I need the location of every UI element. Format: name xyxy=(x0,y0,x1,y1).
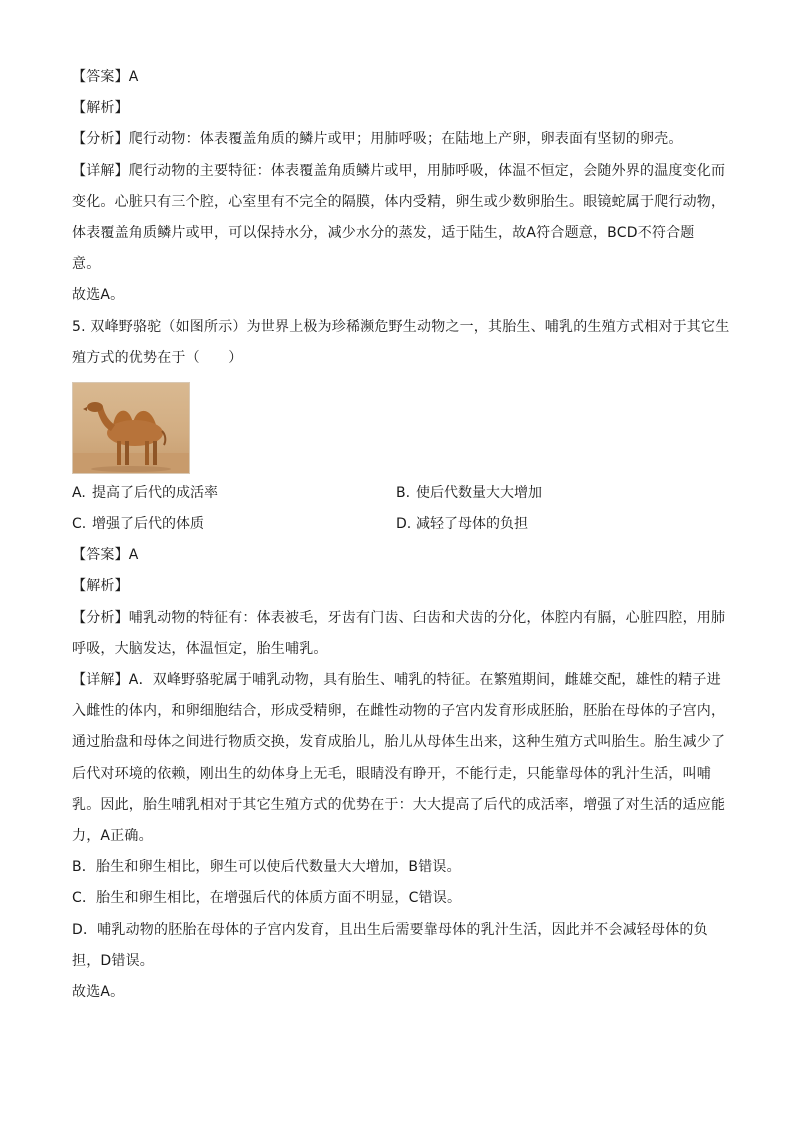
option-d[interactable] xyxy=(396,509,528,540)
detail-line-2-4: 乳。因此，胎生哺乳相对于其它生殖方式的优势在于：大大提高了后代的成活率，增强了对生活的适应能 xyxy=(72,796,726,813)
answer-label-1: 【答案】A xyxy=(72,69,139,85)
detail-line-1-3: 意。 xyxy=(72,256,101,273)
detail-line-2-7: C．胎生和卵生相比，在增强后代的体质方面不明显，C错误。 xyxy=(72,890,462,907)
analysis-label-2: 【解析】 xyxy=(72,578,129,595)
question-stem-line-0: 5. 双峰野骆驼（如图所示）为世界上极为珍稀濒危野生动物之一，其胎生、哺乳的生殖方式相对于其它生 xyxy=(72,318,730,335)
detail-line-1-1: 变化。心脏只有三个腔，心室里有不完全的隔膜，体内受精，卵生或少数卵胎生。眼镜蛇属于爬行动物， xyxy=(72,193,726,210)
detail-line-2-5: 力，A正确。 xyxy=(72,827,153,844)
answer-options xyxy=(72,478,724,540)
option-a-letter: A. xyxy=(72,484,86,501)
detail-line-2-2: 通过胎盘和母体之间进行物质交换，发育成胎儿，胎儿从母体生出来，这种生殖方式叫胎生。胎生减少了 xyxy=(72,734,726,751)
conclusion-1: 故选A。 xyxy=(72,287,125,304)
option-c-text: 增强了后代的体质 xyxy=(92,516,204,533)
analysis-label-1: 【解析】 xyxy=(72,100,129,117)
fenxi-line-2-1: 呼吸，大脑发达，体温恒定，胎生哺乳。 xyxy=(72,640,328,657)
detail-line-2-6: B．胎生和卵生相比，卵生可以使后代数量大大增加，B错误。 xyxy=(72,859,461,876)
option-b[interactable] xyxy=(396,478,542,509)
option-b-letter: B. xyxy=(396,484,411,501)
conclusion-2: 故选A。 xyxy=(72,983,125,1000)
detail-line-1-0: 【详解】爬行动物的主要特征：体表覆盖角质鳞片或甲，用肺呼吸，体温不恒定，会随外界的温度变化而 xyxy=(72,162,726,179)
option-a[interactable] xyxy=(72,478,218,509)
camel-image xyxy=(72,382,190,474)
detail-line-2-8: D．哺乳动物的胚胎在母体的子宫内发育，且出生后需要靠母体的乳汁生活，因此并不会减轻母体的负 xyxy=(72,921,708,938)
option-d-text: 减轻了母体的负担 xyxy=(416,516,528,533)
detail-line-2-3: 后代对环境的依赖，刚出生的幼体身上无毛，眼睛没有睁开，不能行走，只能靠母体的乳汁生活，叫哺 xyxy=(72,765,711,782)
document-page xyxy=(72,62,730,1008)
option-b-text: 使后代数量大大增加 xyxy=(416,484,542,501)
option-c-letter: C. xyxy=(72,516,87,533)
detail-line-2-9: 担，D错误。 xyxy=(72,952,154,969)
option-a-text: 提高了后代的成活率 xyxy=(92,484,218,501)
option-d-letter: D. xyxy=(396,516,412,533)
fenxi-line-1: 【分析】爬行动物：体表覆盖角质的鳞片或甲；用肺呼吸；在陆地上产卵，卵表面有坚韧的卵壳。 xyxy=(72,131,683,148)
detail-line-2-0: 【详解】A．双峰野骆驼属于哺乳动物，具有胎生、哺乳的特征。在繁殖期间，雌雄交配，雄性的精子进 xyxy=(72,672,721,689)
fenxi-line-2-0: 【分析】哺乳动物的特征有：体表被毛，牙齿有门齿、臼齿和犬齿的分化，体腔内有膈，心脏四腔，用肺 xyxy=(72,609,726,626)
question-stem-line-1: 殖方式的优势在于（ ） xyxy=(72,349,243,366)
camel-illustration xyxy=(73,383,189,473)
answer-label-2: 【答案】A xyxy=(72,547,139,564)
detail-line-2-1: 入雌性的体内，和卵细胞结合，形成受精卵，在雌性动物的子宫内发育形成胚胎，胚胎在母体的子宫内， xyxy=(72,703,726,720)
option-c[interactable] xyxy=(72,509,204,540)
detail-line-1-2: 体表覆盖角质鳞片或甲，可以保持水分，减少水分的蒸发，适于陆生，故A符合题意，BCD不符合题 xyxy=(72,224,695,241)
